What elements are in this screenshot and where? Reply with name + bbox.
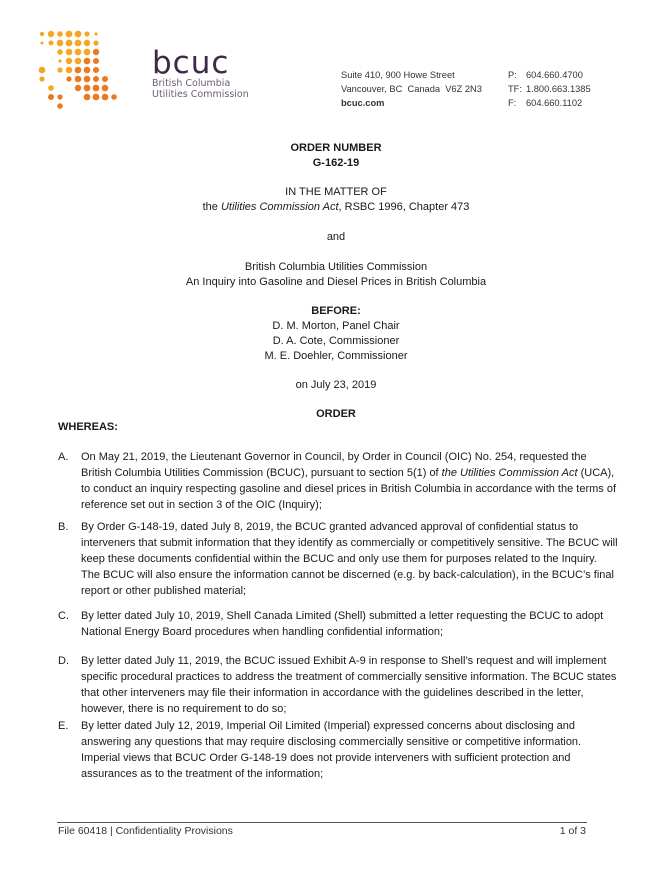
and-text: and xyxy=(326,231,346,243)
logo-dot xyxy=(84,94,91,101)
contact-value: 604.660.4700 xyxy=(526,70,583,80)
logo-dot xyxy=(49,41,54,46)
logo-dot xyxy=(84,67,91,74)
item-text: By letter dated July 10, 2019, Shell Canada Limited (Shell) submitted a letter requesting the BCUC to adopt National Energy Board procedures when handling confidential information; xyxy=(81,610,604,638)
logo-name: bcuc xyxy=(152,45,230,81)
logo-dot xyxy=(75,67,82,74)
logo-dot xyxy=(111,94,117,100)
logo-dot xyxy=(66,58,72,64)
logo-dot xyxy=(75,85,81,91)
act-prefix: the xyxy=(202,201,221,213)
logo-dot xyxy=(41,42,44,45)
order-heading: ORDER xyxy=(316,408,356,420)
page-number: 1 of 3 xyxy=(559,825,586,837)
item-text-italic: the Utilities Commission Act xyxy=(441,467,578,479)
before-label: BEFORE: xyxy=(311,305,361,317)
logo-dot xyxy=(48,31,54,37)
contact-fax xyxy=(508,96,591,110)
order-number-label: ORDER NUMBER xyxy=(290,142,382,154)
logo-dot xyxy=(57,49,63,55)
address-line1: Suite 410, 900 Howe Street xyxy=(341,70,455,80)
item-text: By letter dated July 12, 2019, Imperial Oil Limited (Imperial) expressed concerns about disclosing and answering any questions that may require disclosing commercially sensitive or competitive information. Imperial views that BCUC Order G-148-19 does not provide interveners with sufficient protection and assurances as to the treatment of the information; xyxy=(81,720,582,780)
logo-dot xyxy=(102,76,108,82)
panel-member: M. E. Doehler, Commissioner xyxy=(264,350,408,362)
contact-phone xyxy=(508,68,591,82)
logo-dot xyxy=(58,59,61,62)
whereas-item-d xyxy=(58,653,618,717)
item-text: By Order G-148-19, dated July 8, 2019, the BCUC granted advanced approval of confidential status to interveners that submit information that they identify as commercially or competitively sensitive. The BCUC will keep these documents confidential within the BCUC and only use them for purposes related to the Inquiry. The BCUC will also ensure the information cannot be discerned (e.g. by back-calculation), in the BCUC’s final report or other published material; xyxy=(81,521,618,597)
logo-dot xyxy=(66,67,73,74)
in-the-matter: IN THE MATTER OF xyxy=(285,186,387,198)
logo-dot xyxy=(75,49,82,56)
panel-member: D. A. Cote, Commissioner xyxy=(272,335,400,347)
contact-label: TF: xyxy=(508,84,522,94)
logo-dot xyxy=(48,94,54,100)
logo-dot xyxy=(39,76,44,81)
logo-dot xyxy=(75,31,82,38)
logo-dot xyxy=(57,103,63,109)
panel-member: D. M. Morton, Panel Chair xyxy=(272,320,400,332)
contact-label: F: xyxy=(508,98,517,108)
logo-dot xyxy=(40,32,44,36)
logo-dot xyxy=(93,94,100,101)
item-text-part: On May 21, 2019, the Lieutenant Governor in Council, by Order in Council (OIC) No. 254, requested the British Columbia Utilities Commission (BCUC), pursuant to section 5(1) of xyxy=(81,451,587,479)
whereas-item-a xyxy=(58,449,618,513)
contact-block xyxy=(508,68,591,110)
logo-dot xyxy=(93,49,99,55)
logo-dot xyxy=(93,40,98,45)
logo-dot xyxy=(48,85,54,91)
logo-dot xyxy=(93,58,99,64)
logo-dot xyxy=(57,94,62,99)
contact-label: P: xyxy=(508,70,517,80)
logo-subtitle-line1: British Columbia xyxy=(152,78,231,89)
logo-dot xyxy=(75,58,82,65)
order-date: on July 23, 2019 xyxy=(295,379,377,391)
logo-dot xyxy=(84,40,90,46)
logo-dot xyxy=(93,85,100,92)
item-text: By letter dated July 11, 2019, the BCUC issued Exhibit A-9 in response to Shell’s request and will implement specific procedural practices to address the treatment of commercially sensitive information. The BCUC states that other interveners may file their information in accordance with the guidelines described in the letter, however, there is no requirement to do so; xyxy=(81,655,617,715)
logo-dot xyxy=(66,31,73,38)
website-link[interactable]: bcuc.com xyxy=(341,98,385,108)
whereas-label: WHEREAS: xyxy=(58,421,118,433)
logo-subtitle-line2: Utilities Commission xyxy=(152,89,249,100)
logo-dot xyxy=(84,85,91,92)
logo-dot xyxy=(57,31,63,37)
logo-dot xyxy=(84,31,89,36)
item-text xyxy=(81,449,618,513)
item-letter: A. xyxy=(58,451,69,463)
logo-dot xyxy=(57,67,62,72)
act-suffix: , RSBC 1996, Chapter 473 xyxy=(338,201,470,213)
logo-dot xyxy=(57,40,64,47)
order-number: G-162-19 xyxy=(312,157,360,169)
logo-dot xyxy=(102,85,109,92)
logo-dot xyxy=(84,58,91,65)
logo-dot xyxy=(39,67,46,74)
logo-dot xyxy=(84,49,91,56)
logo-dot xyxy=(94,32,97,35)
party-line1: British Columbia Utilities Commission xyxy=(244,261,428,273)
bcuc-logo xyxy=(152,45,249,100)
party-line2: An Inquiry into Gasoline and Diesel Prices in British Columbia xyxy=(185,276,487,288)
footer-file-reference: File 60418 | Confidentiality Provisions xyxy=(58,825,233,837)
logo-dot xyxy=(66,40,73,47)
whereas-item-c xyxy=(58,608,618,640)
logo-dot xyxy=(75,76,82,83)
item-letter: B. xyxy=(58,521,69,533)
contact-value: 1.800.663.1385 xyxy=(526,84,591,94)
logo-dot xyxy=(93,76,99,82)
item-text-part: (UCA), to conduct an inquiry respecting gasoline and diesel prices in British Columbia in accordance with the terms of reference set out in section 3 of the OIC (Inquiry); xyxy=(81,467,617,511)
item-letter: C. xyxy=(58,610,69,622)
logo-dot xyxy=(66,49,73,56)
address-line2: Vancouver, BC Canada V6Z 2N3 xyxy=(341,84,482,94)
address-block xyxy=(341,68,482,110)
whereas-item-b xyxy=(58,519,618,599)
item-letter: E. xyxy=(58,720,69,732)
act-reference xyxy=(0,200,672,215)
item-letter: D. xyxy=(58,655,69,667)
logo-dot xyxy=(93,67,99,73)
logo-dot xyxy=(66,76,71,81)
bcuc-logo-dots xyxy=(36,28,136,118)
logo-dot xyxy=(102,94,109,101)
footer-divider xyxy=(57,822,587,823)
logo-dot xyxy=(75,40,82,47)
contact-tollfree xyxy=(508,82,591,96)
logo-dot xyxy=(84,76,91,83)
act-name: Utilities Commission Act xyxy=(220,201,339,213)
contact-value: 604.660.1102 xyxy=(526,98,583,108)
whereas-item-e xyxy=(58,718,618,782)
